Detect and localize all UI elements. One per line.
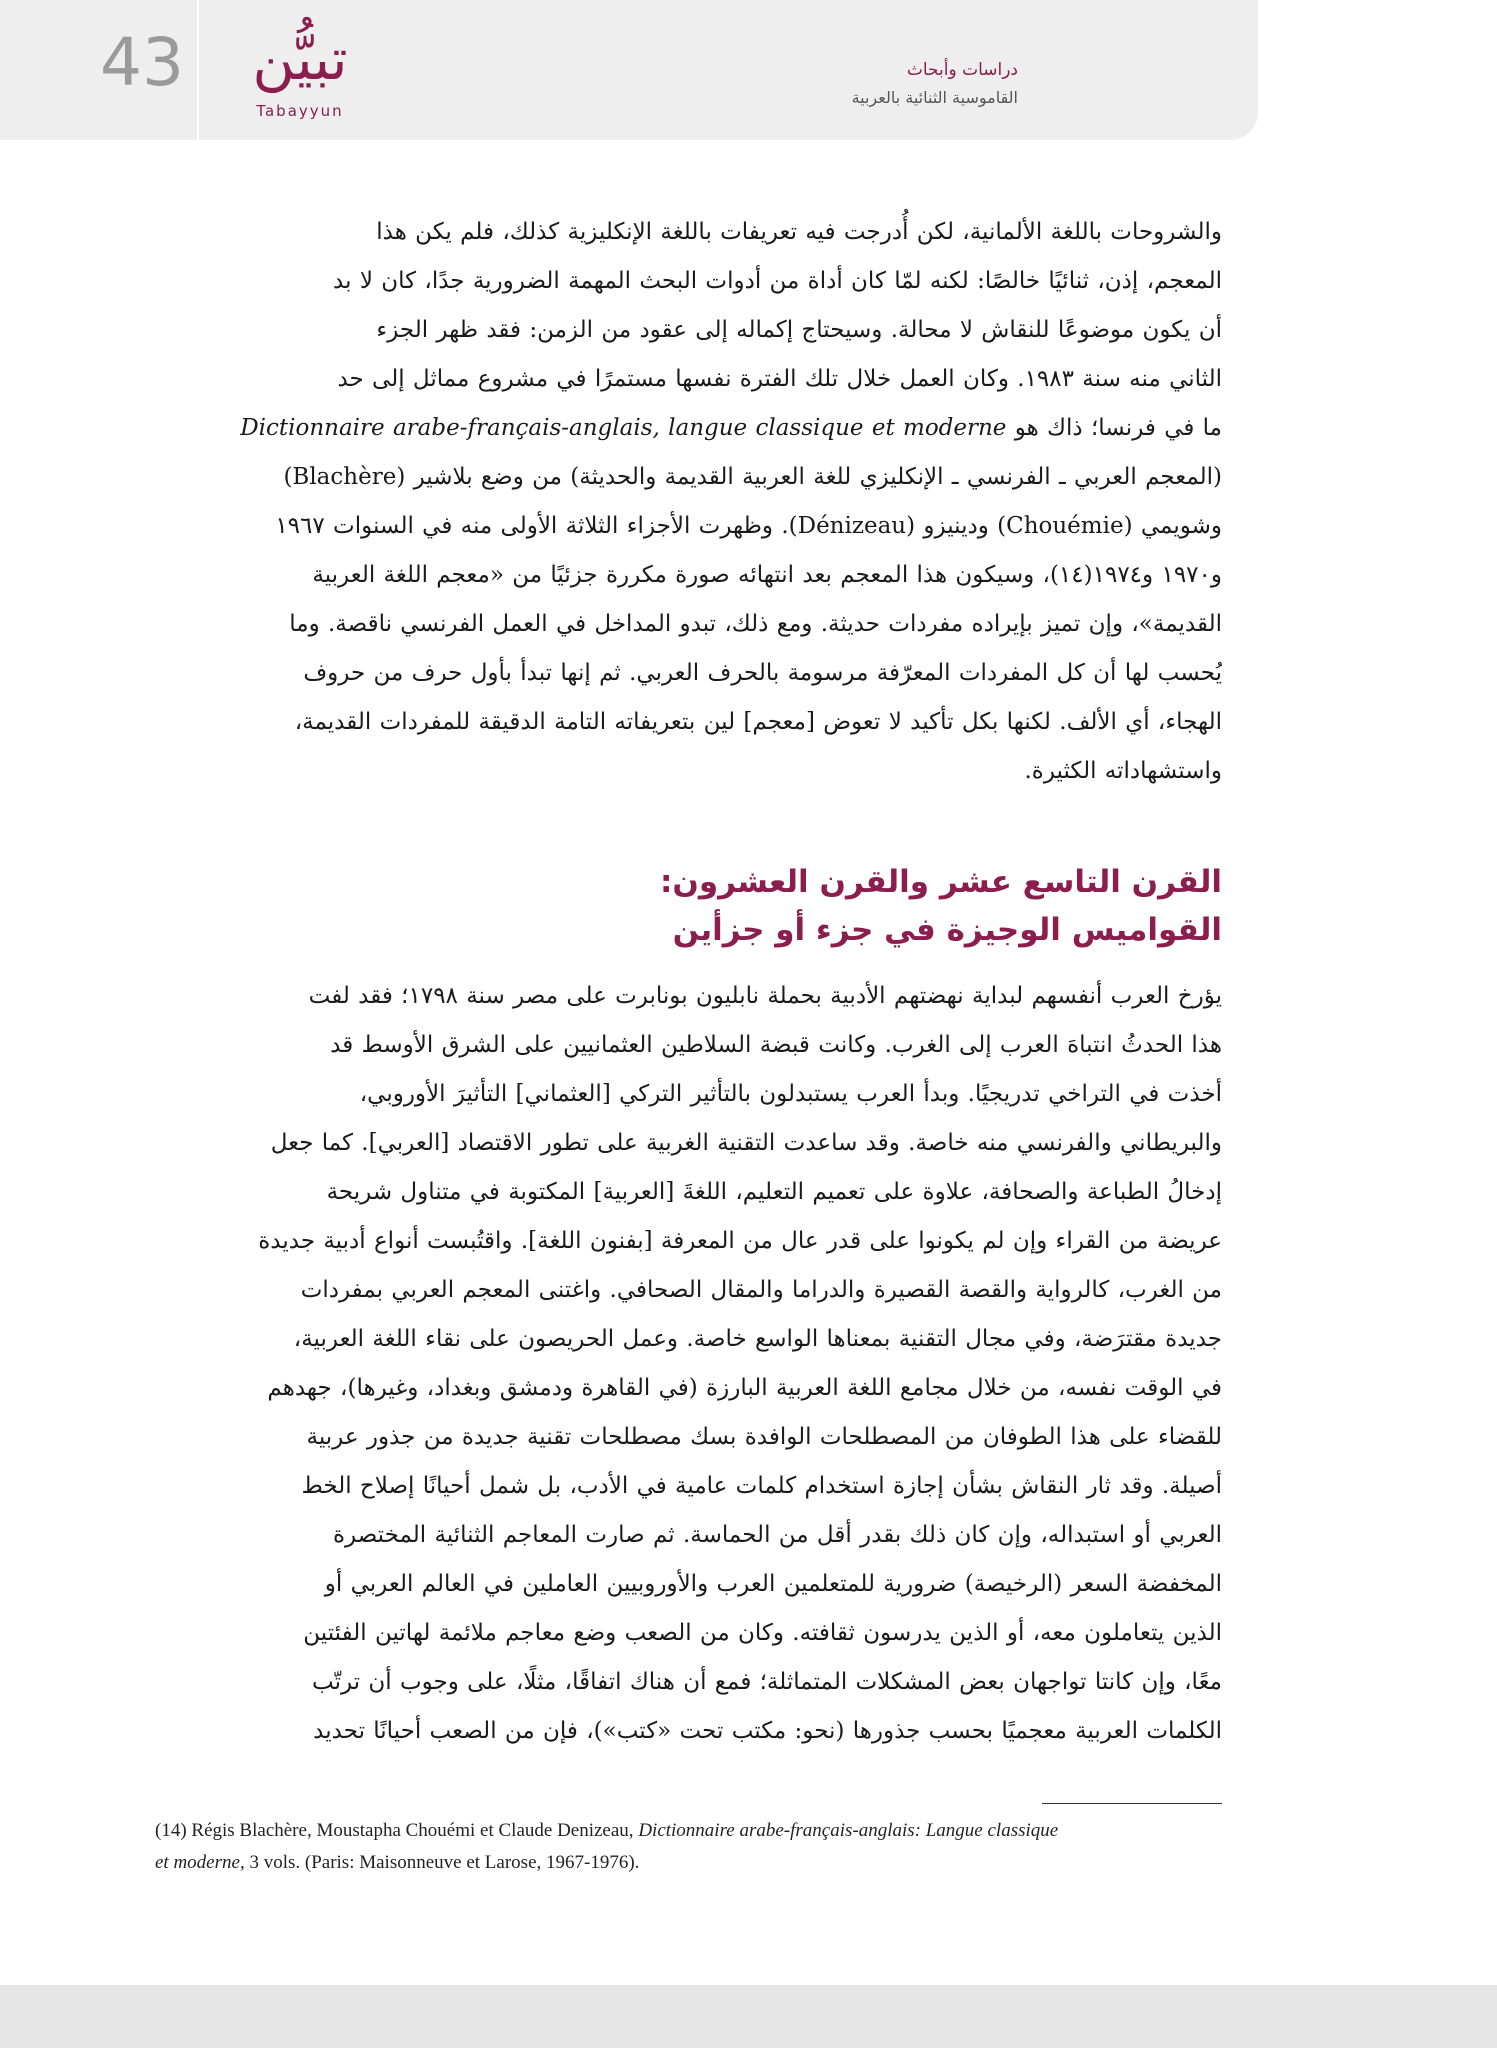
text-line: (المعجم العربي ـ الفرنسي ـ الإنكليزي للغة العربية القديمة والحديثة) من وضع بلاشير (Blachère) [283, 464, 1222, 490]
text-line: أن يكون موضوعًا للنقاش لا محالة. وسيحتاج إكماله إلى عقود من الزمن: فقد ظهر الجزء [376, 317, 1222, 343]
text-line: يُحسب لها أن كل المفردات المعرّفة مرسومة بالحرف العربي. ثم إنها تبدأ بأول حرف من حروف [303, 660, 1222, 686]
section-heading-line-1: القرن التاسع عشر والقرن العشرون: [659, 864, 1222, 900]
section-label: دراسات وأبحاث [906, 60, 1018, 80]
body-paragraph-1 [155, 208, 1222, 796]
text-line: معًا، وإن كانتا تواجهان بعض المشكلات المتماثلة؛ فمع أن هناك اتفاقًا، مثلًا، على وجوب أن ترتّب [311, 1669, 1222, 1695]
footnote-title-1: Dictionnaire arabe-français-anglais: Langue classique [638, 1820, 1059, 1841]
text-line: الثاني منه سنة ١٩٨٣. وكان العمل خلال تلك الفترة نفسها مستمرًا في مشروع مماثل إلى حد [337, 366, 1222, 392]
text-line: في الوقت نفسه، من خلال مجامع اللغة العربية البارزة (في القاهرة ودمشق وبغداد، وغيرها)، جهدهم [267, 1375, 1222, 1401]
header-band [0, 0, 1258, 140]
running-title: القاموسية الثنائية بالعربية [851, 88, 1018, 107]
text-line: الذين يتعاملون معه، أو الذين يدرسون ثقافته. وكان من الصعب وضع معاجم ملائمة لهاتين الفئتين [303, 1620, 1222, 1646]
text-line: أخذت في التراخي تدريجيًا. وبدأ العرب يستبدلون بالتأثير التركي [العثماني] التأثيرَ الأوروبي، [359, 1081, 1222, 1107]
journal-logo [210, 25, 390, 130]
text-line: أصيلة. وقد ثار النقاش بشأن إجازة استخدام كلمات عامية في الأدب، بل شمل أحيانًا إصلاح الخط [301, 1473, 1222, 1499]
footnote-title-2: et moderne [155, 1852, 240, 1873]
text-line: والشروحات باللغة الألمانية، لكن أُدرجت فيه تعريفات باللغة الإنكليزية كذلك، فلم يكن هذا [376, 219, 1222, 245]
text-line: يؤرخ العرب أنفسهم لبداية نهضتهم الأدبية بحملة نابليون بونابرت على مصر سنة ١٧٩٨؛ فقد لفت [308, 983, 1222, 1009]
text-line-with-italic-title [155, 404, 1222, 453]
text-line: جديدة مقترَضة، وفي مجال التقنية بمعناها الواسع خاصة. وعمل الحريصون على نقاء اللغة العربية، [293, 1326, 1222, 1352]
text-line: المخفضة السعر (الرخيصة) ضرورية للمتعلمين العرب والأوروبيين العاملين في العالم العربي أو [324, 1571, 1222, 1597]
italic-dictionary-title: Dictionnaire arabe-français-anglais, langue classique et moderne [240, 415, 1007, 441]
text-line: للقضاء على هذا الطوفان من المصطلحات الوافدة بسك مصطلحات تقنية جديدة من جذور عربية [306, 1424, 1222, 1450]
page-number: 43 [100, 24, 184, 101]
text-line: عريضة من القراء وإن لم يكونوا على قدر عال من المعرفة [بفنون اللغة]. واقتُبست أنواع أدبية جديدة [258, 1228, 1222, 1254]
text-line: من الغرب، كالرواية والقصة القصيرة والدراما والمقال الصحافي. واغتنى المعجم العربي بمفردات [300, 1277, 1222, 1303]
text-line: المعجم، إذن، ثنائيًا خالصًا: لكنه لمّا كان أداة من أدوات البحث المهمة الضرورية جدًا، كان لا بد [333, 268, 1222, 294]
footnote-14 [155, 1815, 1222, 1879]
text-line: وشويمي (Chouémie) ودينيزو (Dénizeau). وظهرت الأجزاء الثلاثة الأولى منه في السنوات ١٩٦٧ [275, 513, 1222, 539]
text-line: العربي أو استبداله، وإن كان ذلك بقدر أقل من الحماسة. ثم صارت المعاجم الثنائية المختصرة [332, 1522, 1222, 1548]
footnote-prefix: (14) Régis Blachère, Moustapha Chouémi et Claude Denizeau, [155, 1820, 639, 1841]
text-line: والبريطاني والفرنسي منه خاصة. وقد ساعدت التقنية الغربية على تطور الاقتصاد [العربي]. كما جعل [270, 1130, 1222, 1156]
text-line: و١٩٧٠ و١٩٧٤(١٤)، وسيكون هذا المعجم بعد انتهائه صورة مكررة جزئيًا من «معجم اللغة العربية [312, 562, 1222, 588]
logo-latin-wordmark: Tabayyun [256, 102, 344, 120]
text-line: ما في فرنسا؛ ذاك هو [1014, 415, 1222, 441]
footer-band [0, 1985, 1497, 2048]
section-heading [155, 858, 1222, 954]
text-line: الكلمات العربية معجميًا بحسب جذورها (نحو: مكتب تحت «كتب»)، فإن من الصعب أحيانًا تحديد [313, 1718, 1222, 1744]
footnote-divider [1042, 1803, 1222, 1804]
header-divider [197, 0, 199, 140]
text-line: الهجاء، أي الألف. لكنها بكل تأكيد لا تعوض [معجم] لين بتعريفاته التامة الدقيقة للمفردات القديمة، [294, 709, 1222, 735]
text-line: هذا الحدثُ انتباهَ العرب إلى الغرب. وكانت قبضة السلاطين العثمانيين على الشرق الأوسط قد [330, 1032, 1222, 1058]
text-line: القديمة»، وإن تميز بإيراده مفردات حديثة. ومع ذلك، تبدو المداخل في العمل الفرنسي ناقصة. وما [289, 611, 1222, 637]
text-line: إدخالُ الطباعة والصحافة، علاوة على تعميم التعليم، اللغةَ [العربية] المكتوبة في متناول شريحة [326, 1179, 1222, 1205]
logo-arabic-wordmark: تبيُّن [252, 25, 348, 93]
body-paragraph-2 [155, 972, 1222, 1756]
text-line: واستشهاداته الكثيرة. [1024, 758, 1222, 784]
section-info [618, 60, 1018, 107]
section-heading-line-2: القواميس الوجيزة في جزء أو جزأين [672, 912, 1222, 948]
footnote-suffix: , 3 vols. (Paris: Maisonneuve et Larose, 1967-1976). [239, 1852, 640, 1873]
